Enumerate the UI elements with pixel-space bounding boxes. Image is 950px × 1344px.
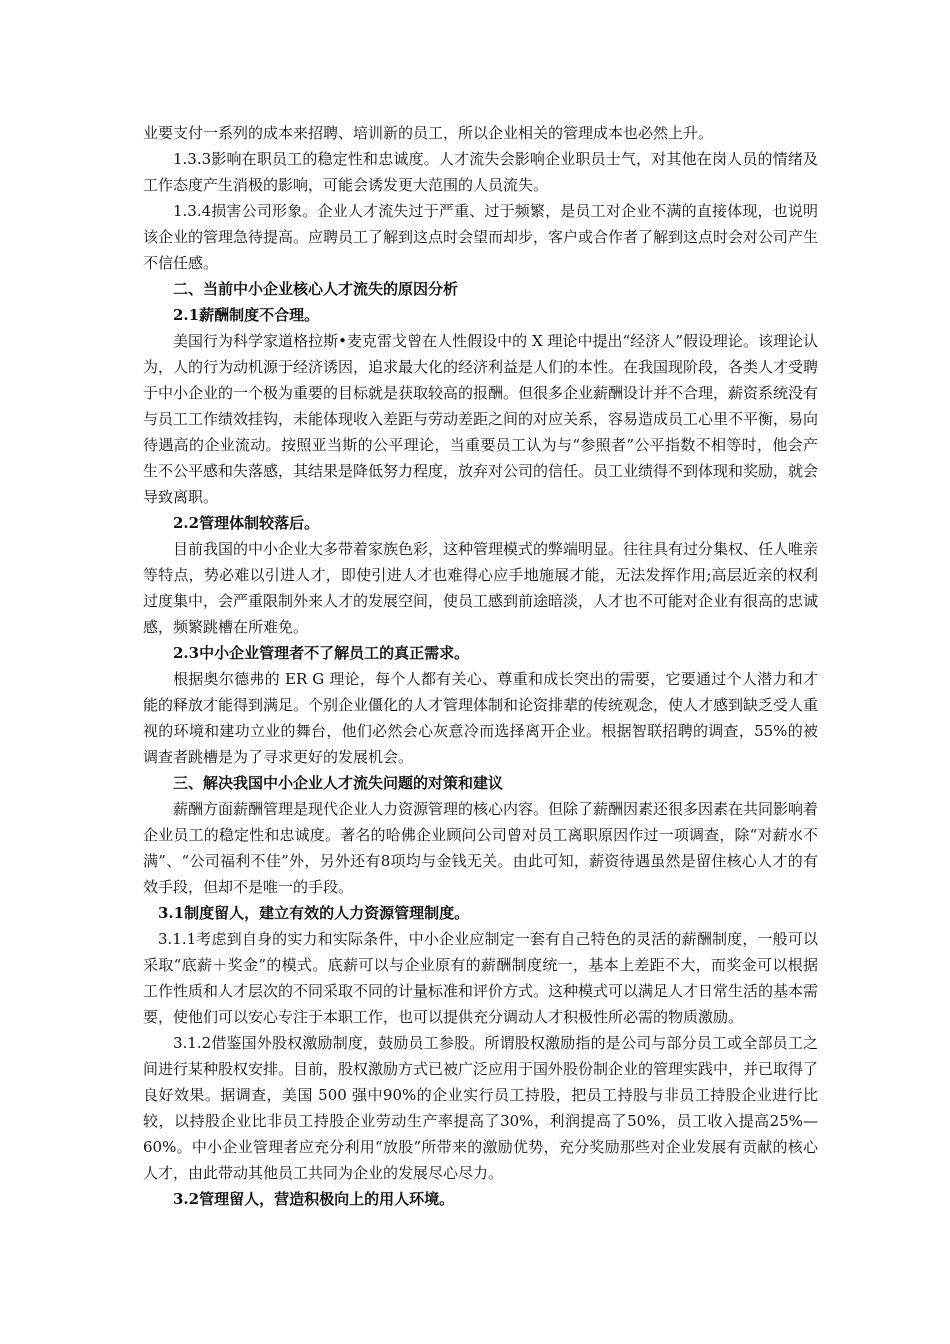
subsection-heading-2-1: 2.1薪酬制度不合理。 xyxy=(173,306,320,324)
section-heading-3: 三、解决我国中小企业人才流失问题的对策和建议 xyxy=(173,774,504,792)
paragraph-1-3-4: 1.3.4损害公司形象。企业人才流失过于严重、过于频繁，是员工对企业不满的直接体现，也说明该企业的管理急待提高。应聘员工了解到这点时会望而却步，客户或合作者了解到这点时会对公司产生不信任感。 xyxy=(143,202,819,272)
paragraph-2-2-body: 目前我国的中小企业大多带着家族色彩，这种管理模式的弊端明显。往往具有过分集权、任人唯亲等特点，势必难以引进人才，即使引进人才也难得心应手地施展才能，无法发挥作用;高层近亲的权利过度集中，会严重限制外来人才的发展空间，使员工感到前途暗淡，人才也不可能对企业有很高的忠诚感，频繁跳槽在所难免。 xyxy=(143,540,819,636)
subsection-heading-2-2: 2.2管理体制较落后。 xyxy=(173,514,320,532)
section-heading-2: 二、当前中小企业核心人才流失的原因分析 xyxy=(173,280,459,298)
paragraph-2-1-body: 美国行为科学家道格拉斯•麦克雷戈曾在人性假设中的 X 理论中提出“经济人”假设理论。该理论认为，人的行为动机源于经济诱因，追求最大化的经济利益是人们的本性。在我国现阶段，各类人才受聘于中小企业的一个极为重要的目标就是获取较高的报酬。但很多企业薪酬设计并不合理，薪资系统没有与员工工作绩效挂钩，未能体现收入差距与劳动差距之间的对应关系，容易造成员工心里不平衡，易向待遇高的企业流动。按照亚当斯的公平理论，当重要员工认为与“参照者”公平指数不相等时，他会产生不公平感和失落感，其结果是降低努力程度，放弃对公司的信任。员工业绩得不到体现和奖励，就会导致离职。 xyxy=(143,332,819,506)
subsection-heading-3-1: 3.1制度留人，建立有效的人力资源管理制度。 xyxy=(158,904,470,922)
paragraph-2-3-body: 根据奥尔德弗的 ER G 理论，每个人都有关心、尊重和成长突出的需要，它要通过个人潜力和才能的释放才能得到满足。个别企业僵化的人才管理体制和论资排辈的传统观念，使人才感到缺乏受人重视的环境和建功立业的舞台，他们必然会心灰意冷而选择离开企业。根据智联招聘的调查，55%的被调查者跳槽是为了寻求更好的发展机会。 xyxy=(143,670,819,766)
paragraph-continuation: 业要支付一系列的成本来招聘、培训新的员工，所以企业相关的管理成本也必然上升。 xyxy=(143,124,714,142)
subsection-heading-3-2: 3.2管理留人，营造积极向上的用人环境。 xyxy=(173,1190,455,1208)
document-page xyxy=(143,120,818,1212)
paragraph-3-1-1: 3.1.1考虑到自身的实力和实际条件，中小企业应制定一套有自己特色的灵活的薪酬制度，一般可以采取“底薪＋奖金”的模式。底薪可以与企业原有的薪酬制度统一，基本上差距不大，而奖金可以根据工作性质和人才层次的不同采取不同的计量标准和评价方式。这种模式可以满足人才日常生活的基本需要，使他们可以安心专注于本职工作，也可以提供充分调动人才积极性所必需的物质激励。 xyxy=(143,930,819,1026)
paragraph-3-intro: 薪酬方面薪酬管理是现代企业人力资源管理的核心内容。但除了薪酬因素还很多因素在共同影响着企业员工的稳定性和忠诚度。著名的哈佛企业顾问公司曾对员工离职原因作过一项调查，除“对薪水不满”、“公司福利不佳”外，另外还有8项均与金钱无关。由此可知，薪资待遇虽然是留住核心人才的有效手段，但却不是唯一的手段。 xyxy=(143,800,819,896)
subsection-heading-2-3: 2.3中小企业管理者不了解员工的真正需求。 xyxy=(173,644,470,662)
paragraph-3-1-2: 3.1.2借鉴国外股权激励制度，鼓励员工参股。所谓股权激励指的是公司与部分员工或全部员工之间进行某种股权安排。目前，股权激励方式已被广泛应用于国外股份制企业的管理实践中，并已取得了良好效果。据调查，美国 500 强中90%的企业实行员工持股，把员工持股与非员工持股企业进行比较，以持股企业比非员工持股企业劳动生产率提高了30%，利润提高了50%，员工收入提高25%—60%。中小企业管理者应充分利用“放股”所带来的激励优势，充分奖励那些对企业发展有贡献的核心人才，由此带动其他员工共同为企业的发展尽心尽力。 xyxy=(143,1034,819,1182)
paragraph-1-3-3: 1.3.3影响在职员工的稳定性和忠诚度。人才流失会影响企业职员士气，对其他在岗人员的情绪及工作态度产生消极的影响，可能会诱发更大范围的人员流失。 xyxy=(143,150,818,194)
